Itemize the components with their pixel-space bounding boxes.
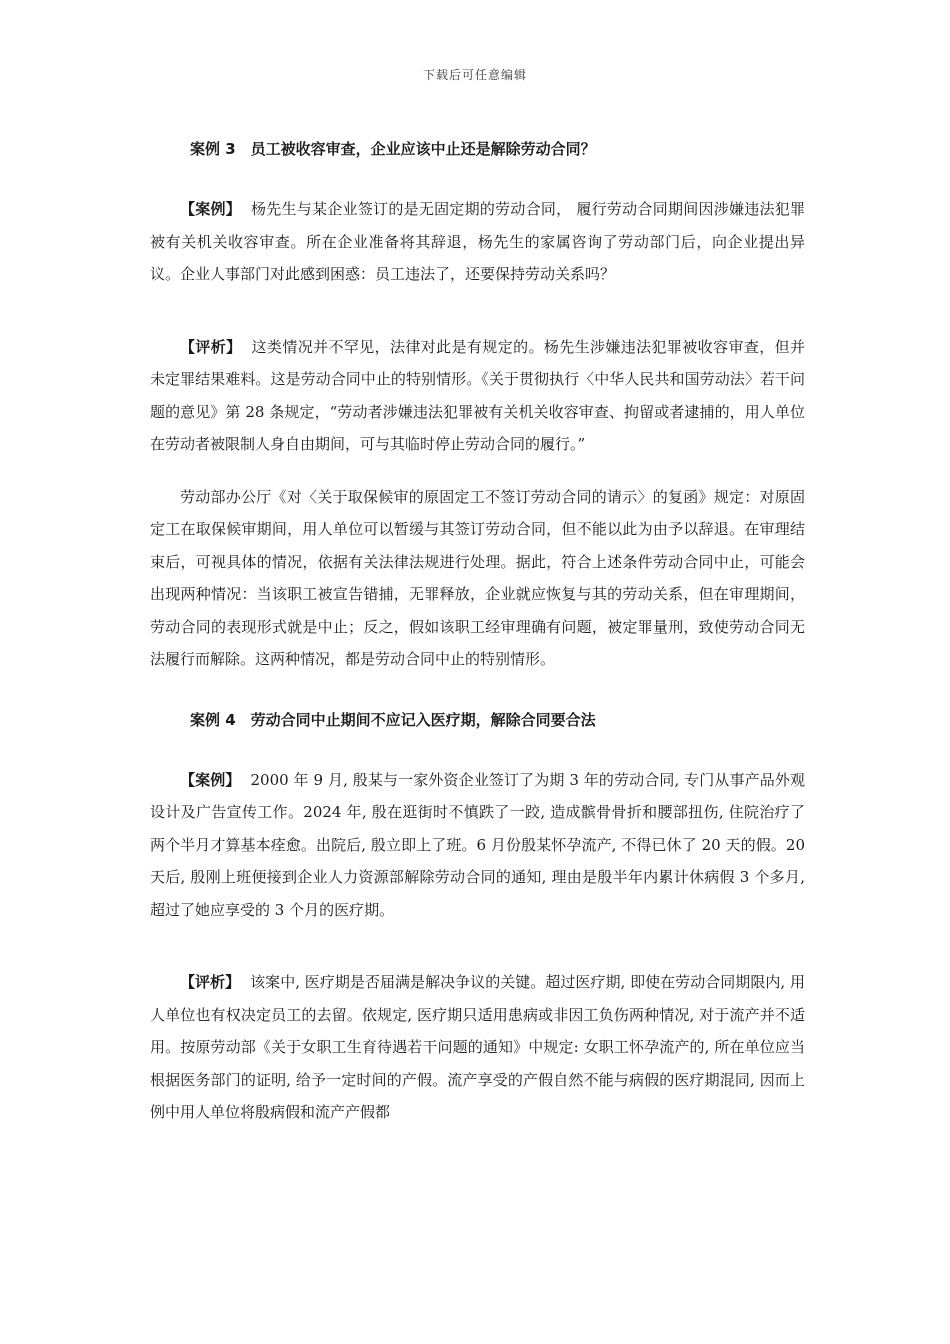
document-body (150, 133, 805, 1129)
case4-case-tag: 【案例】 (180, 770, 241, 789)
case3-case-tag: 【案例】 (180, 200, 242, 218)
case3-analysis-paragraph (150, 331, 805, 461)
case3-title: 案例 3 员工被收容审查，企业应该中止还是解除劳动合同？ (190, 140, 596, 158)
case3-case-text: 杨先生与某企业签订的是无固定期的劳动合同， 履行劳动合同期间因涉嫌违法犯罪被有关机关收容审查。所在企业准备将其辞退，杨先生的家属咨询了劳动部门后，向企业提出异议。企业人事部门对此感到困惑：员工违法了，还要保持劳动关系吗？ (150, 200, 805, 283)
case4-analysis-text: 该案中, 医疗期是否届满是解决争议的关键。超过医疗期, 即使在劳动合同期限内, 用人单位也有权决定员工的去留。依规定, 医疗期只适用患病或非因工负伤两种情况, 对于流产并不适用。按原劳动部《关于女职工生育待遇若干问题的通知》中规定: 女职工怀孕流产的, 所在单位应当根据医务部门的证明, 给予一定时间的产假。流产享受的产假自然不能与病假的医疗期混同, 因而上例中用人单位将殷病假和流产产假都 (150, 973, 805, 1121)
case4-case-paragraph (150, 764, 805, 927)
case4-title: 案例 4 劳动合同中止期间不应记入医疗期，解除合同要合法 (190, 710, 596, 729)
header-note: 下载后可任意编辑 (422, 68, 527, 82)
case4-analysis-paragraph (150, 966, 805, 1129)
case3-analysis-tag: 【评析】 (180, 337, 242, 356)
case3-analysis-text: 这类情况并不罕见，法律对此是有规定的。杨先生涉嫌违法犯罪被收容审查，但并未定罪结果难料。这是劳动合同中止的特别情形。《关于贯彻执行〈中华人民共和国劳动法〉若干问题的意见》第 28 条规定，“劳动者涉嫌违法犯罪被有关机关收容审查、拘留或者逮捕的，用人单位在劳动者被限制人身自由期间，可与其临时停止劳动合同的履行。” (150, 337, 805, 453)
case4-case-text: 2000 年 9 月, 殷某与一家外资企业签订了为期 3 年的劳动合同, 专门从事产品外观设计及广告宣传工作。2024 年, 殷在逛街时不慎跌了一跤, 造成髌骨骨折和腰部扭伤, 住院治疗了两个半月才算基本痊愈。出院后, 殷立即上了班。6 月份殷某怀孕流产, 不得已休了 20 天的假。20 天后, 殷刚上班便接到企业人力资源部解除劳动合同的通知, 理由是殷半年内累计休病假 3 个多月, 超过了她应享受的 3 个月的医疗期。 (150, 770, 805, 919)
case3-extra-paragraph: 劳动部办公厅《对〈关于取保候审的原固定工不签订劳动合同的请示〉的复函》规定：对原固定工在取保候审期间，用人单位可以暂缓与其签订劳动合同，但不能以此为由予以辞退。在审理结束后，可视具体的情况，依据有关法律法规进行处理。据此，符合上述条件劳动合同中止，可能会出现两种情况：当该职工被宣告错捕，无罪释放，企业就应恢复与其的劳动关系，但在审理期间，劳动合同的表现形式就是中止；反之，假如该职工经审理确有问题，被定罪量刑，致使劳动合同无法履行而解除。这两种情况，都是劳动合同中止的特别情形。 (150, 487, 805, 668)
case3-case-paragraph (150, 193, 805, 291)
case4-analysis-tag: 【评析】 (180, 973, 241, 991)
